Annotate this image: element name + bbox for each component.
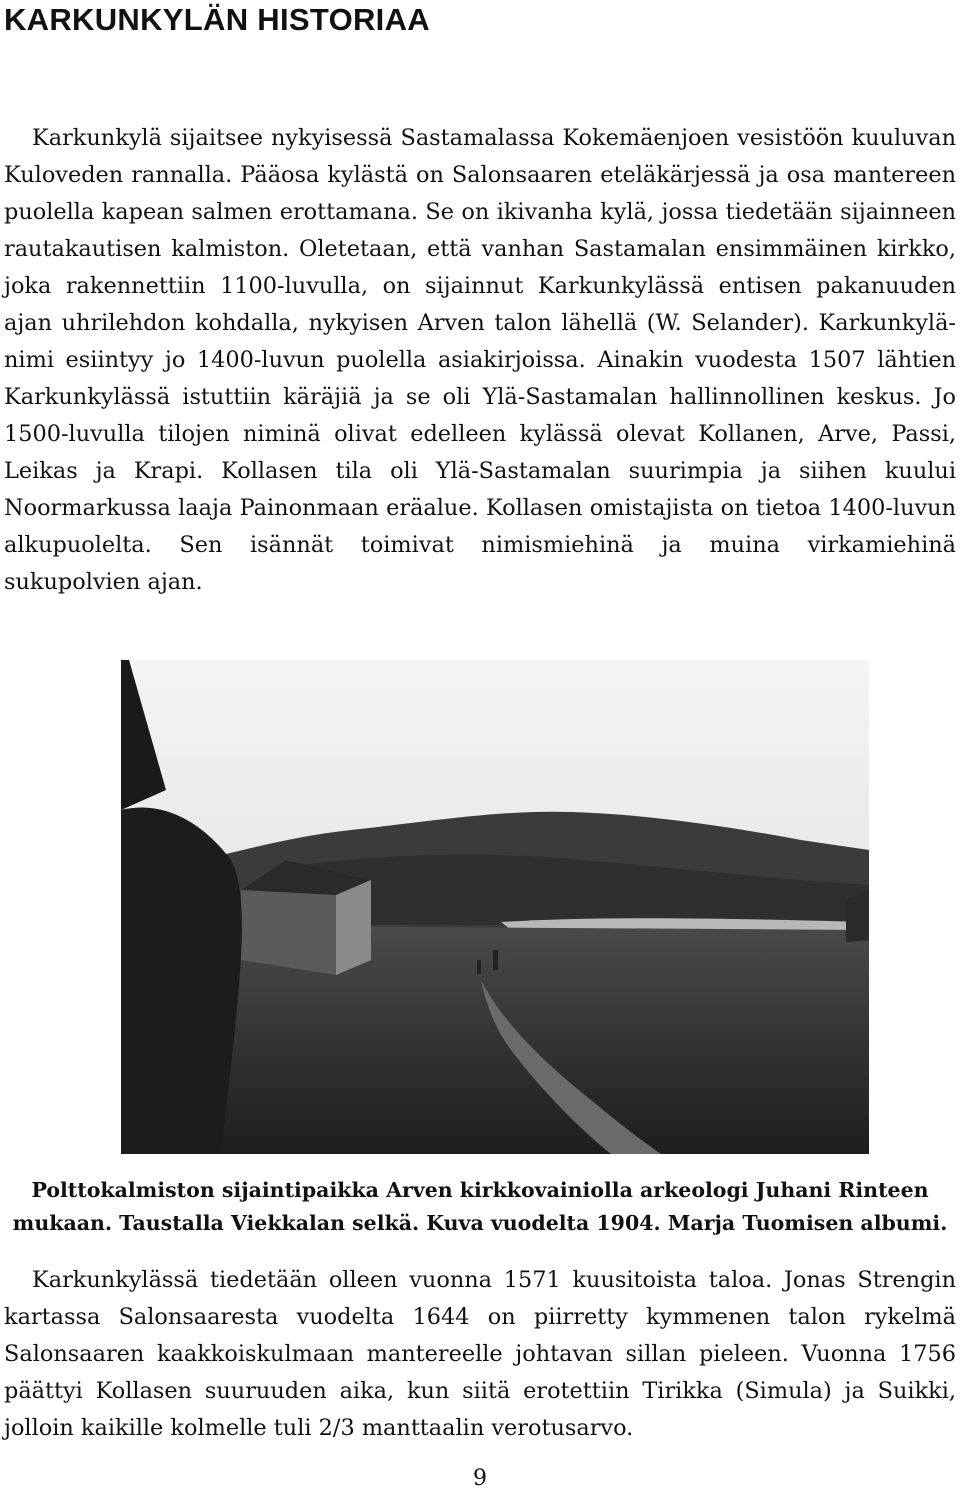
page-number: 9 (473, 1466, 487, 1491)
landscape-photo-icon (121, 660, 869, 1154)
page-title: KARKUNKYLÄN HISTORIAA (4, 2, 430, 37)
historical-photo (121, 660, 869, 1154)
photo-caption: Polttokalmiston sijaintipaikka Arven kirkkovainiolla arkeologi Juhani Rinteen mukaan. Taustalla Viekkalan selkä. Kuva vuodelta 1904. Marja Tuomisen albumi. (12, 1178, 948, 1235)
second-paragraph: Karkunkylässä tiedetään olleen vuonna 1571 kuusitoista taloa. Jonas Strengin kartassa Salonsaaresta vuodelta 1644 on piirretty kymmenen talon rykelmä Salonsaaren kaakkoiskulmaan mantereelle johtavan sillan pieleen. Vuonna 1756 päättyi Kollasen suuruuden aika, kun siitä erotettiin Tirikka (Simula) ja Suikki, jolloin kaikille kolmelle tuli 2/3 manttaalin verotusarvo. (4, 1267, 956, 1441)
intro-paragraph: Karkunkylä sijaitsee nykyisessä Sastamalassa Kokemäenjoen vesistöön kuuluvan Kuloveden rannalla. Pääosa kylästä on Salonsaaren eteläkärjessä ja osa mantereen puolella kapean salmen erottamana. Se on ikivanha kylä, jossa tiedetään sijainneen rautakautisen kalmiston. Oletetaan, että vanhan Sastamalan ensimmäinen kirkko, joka rakennettiin 1100-luvulla, on sijainnut Karkunkylässä entisen pakanuuden ajan uhrilehdon kohdalla, nykyisen Arven talon lähellä (W. Selander). Karkunkylä-nimi esiintyy jo 1400-luvun puolella asiakirjoissa. Ainakin vuodesta 1507 lähtien Karkunkylässä istuttiin käräjiä ja se oli Ylä-Sastamalan hallinnollinen keskus. Jo 1500-luvulla tilojen niminä olivat edelleen kylässä olevat Kollanen, Arve, Passi, Leikas ja Krapi. Kollasen tila oli Ylä-Sastamalan suurimpia ja siihen kuului Noormarkussa laaja Painonmaan eräalue. Kollasen omistajista on tietoa 1400-luvun alkupuolelta. Sen isännät toimivat nimismiehinä ja muina virkamiehinä sukupolvien ajan. (4, 125, 956, 595)
